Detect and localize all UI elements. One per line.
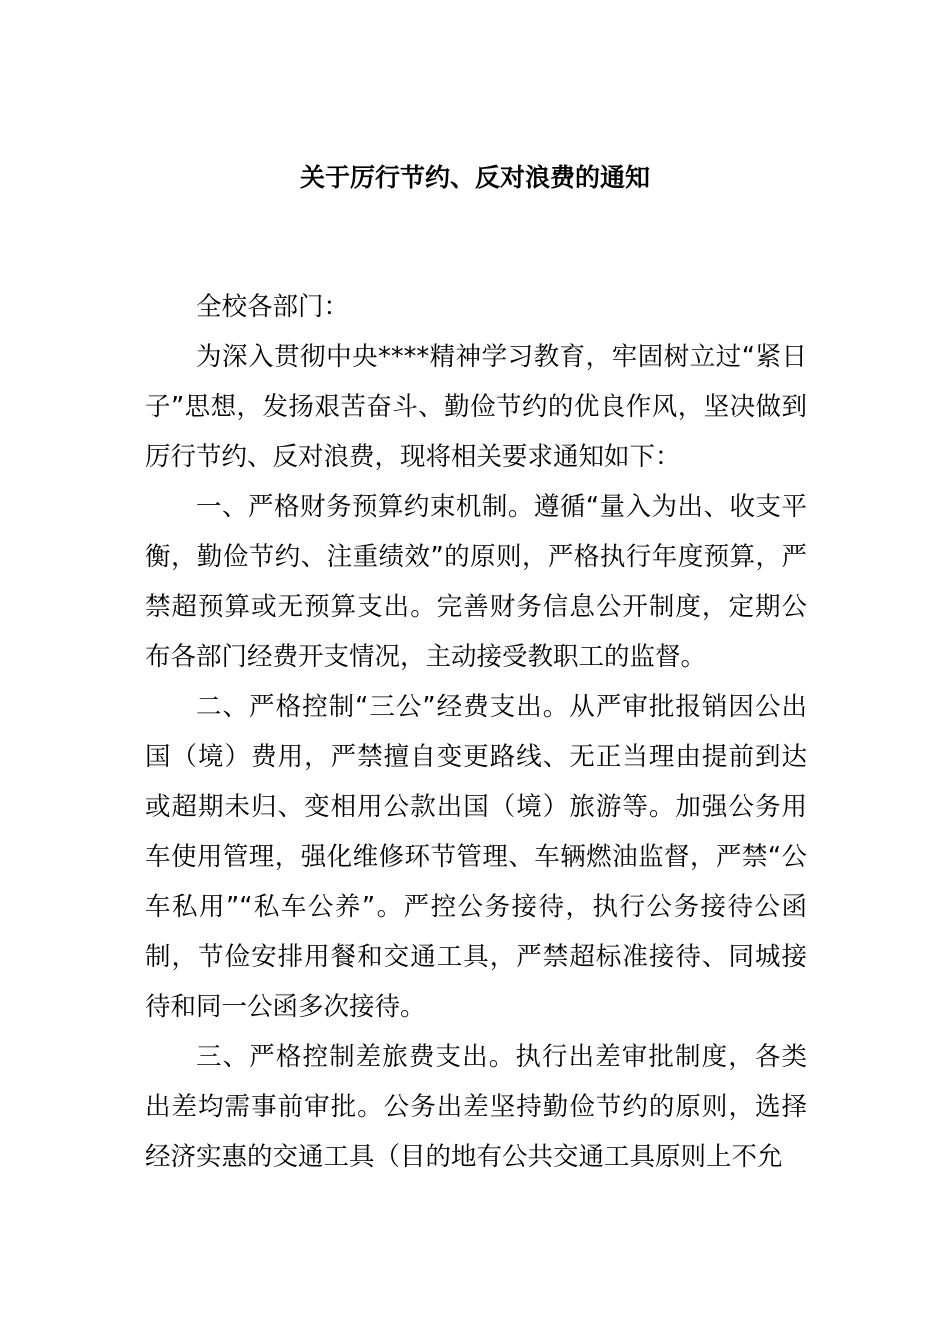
document-title: 关于厉行节约、反对浪费的通知 bbox=[299, 163, 650, 192]
paragraph-budget: 一、严格财务预算约束机制。遵循“量入为出、收支平衡，勤俭节约、注重绩效”的原则，严格执行年度预算，严禁超预算或无预算支出。完善财务信息公开制度，定期公布各部门经费开支情况，主动接受教职工的监督。 bbox=[145, 492, 807, 672]
document-body bbox=[145, 282, 807, 1182]
salutation: 全校各部门： bbox=[196, 292, 350, 322]
paragraph-travel-expenses: 三、严格控制差旅费支出。执行出差审批制度，各类出差均需事前审批。公务出差坚持勤俭节约的原则，选择经济实惠的交通工具（目的地有公共交通工具原则上不允 bbox=[145, 1042, 807, 1172]
paragraph-three-public-expenses: 二、严格控制“三公”经费支出。从严审批报销因公出国（境）费用，严禁擅自变更路线、无正当理由提前到达或超期未归、变相用公款出国（境）旅游等。加强公务用车使用管理，强化维修环节管理、车辆燃油监督，严禁“公车私用”“私车公养”。严控公务接待，执行公务接待公函制，节俭安排用餐和交通工具，严禁超标准接待、同城接待和同一公函多次接待。 bbox=[145, 692, 807, 1022]
paragraph-intro: 为深入贯彻中央****精神学习教育，牢固树立过“紧日子”思想，发扬艰苦奋斗、勤俭节约的优良作风，坚决做到厉行节约、反对浪费，现将相关要求通知如下： bbox=[145, 342, 807, 472]
